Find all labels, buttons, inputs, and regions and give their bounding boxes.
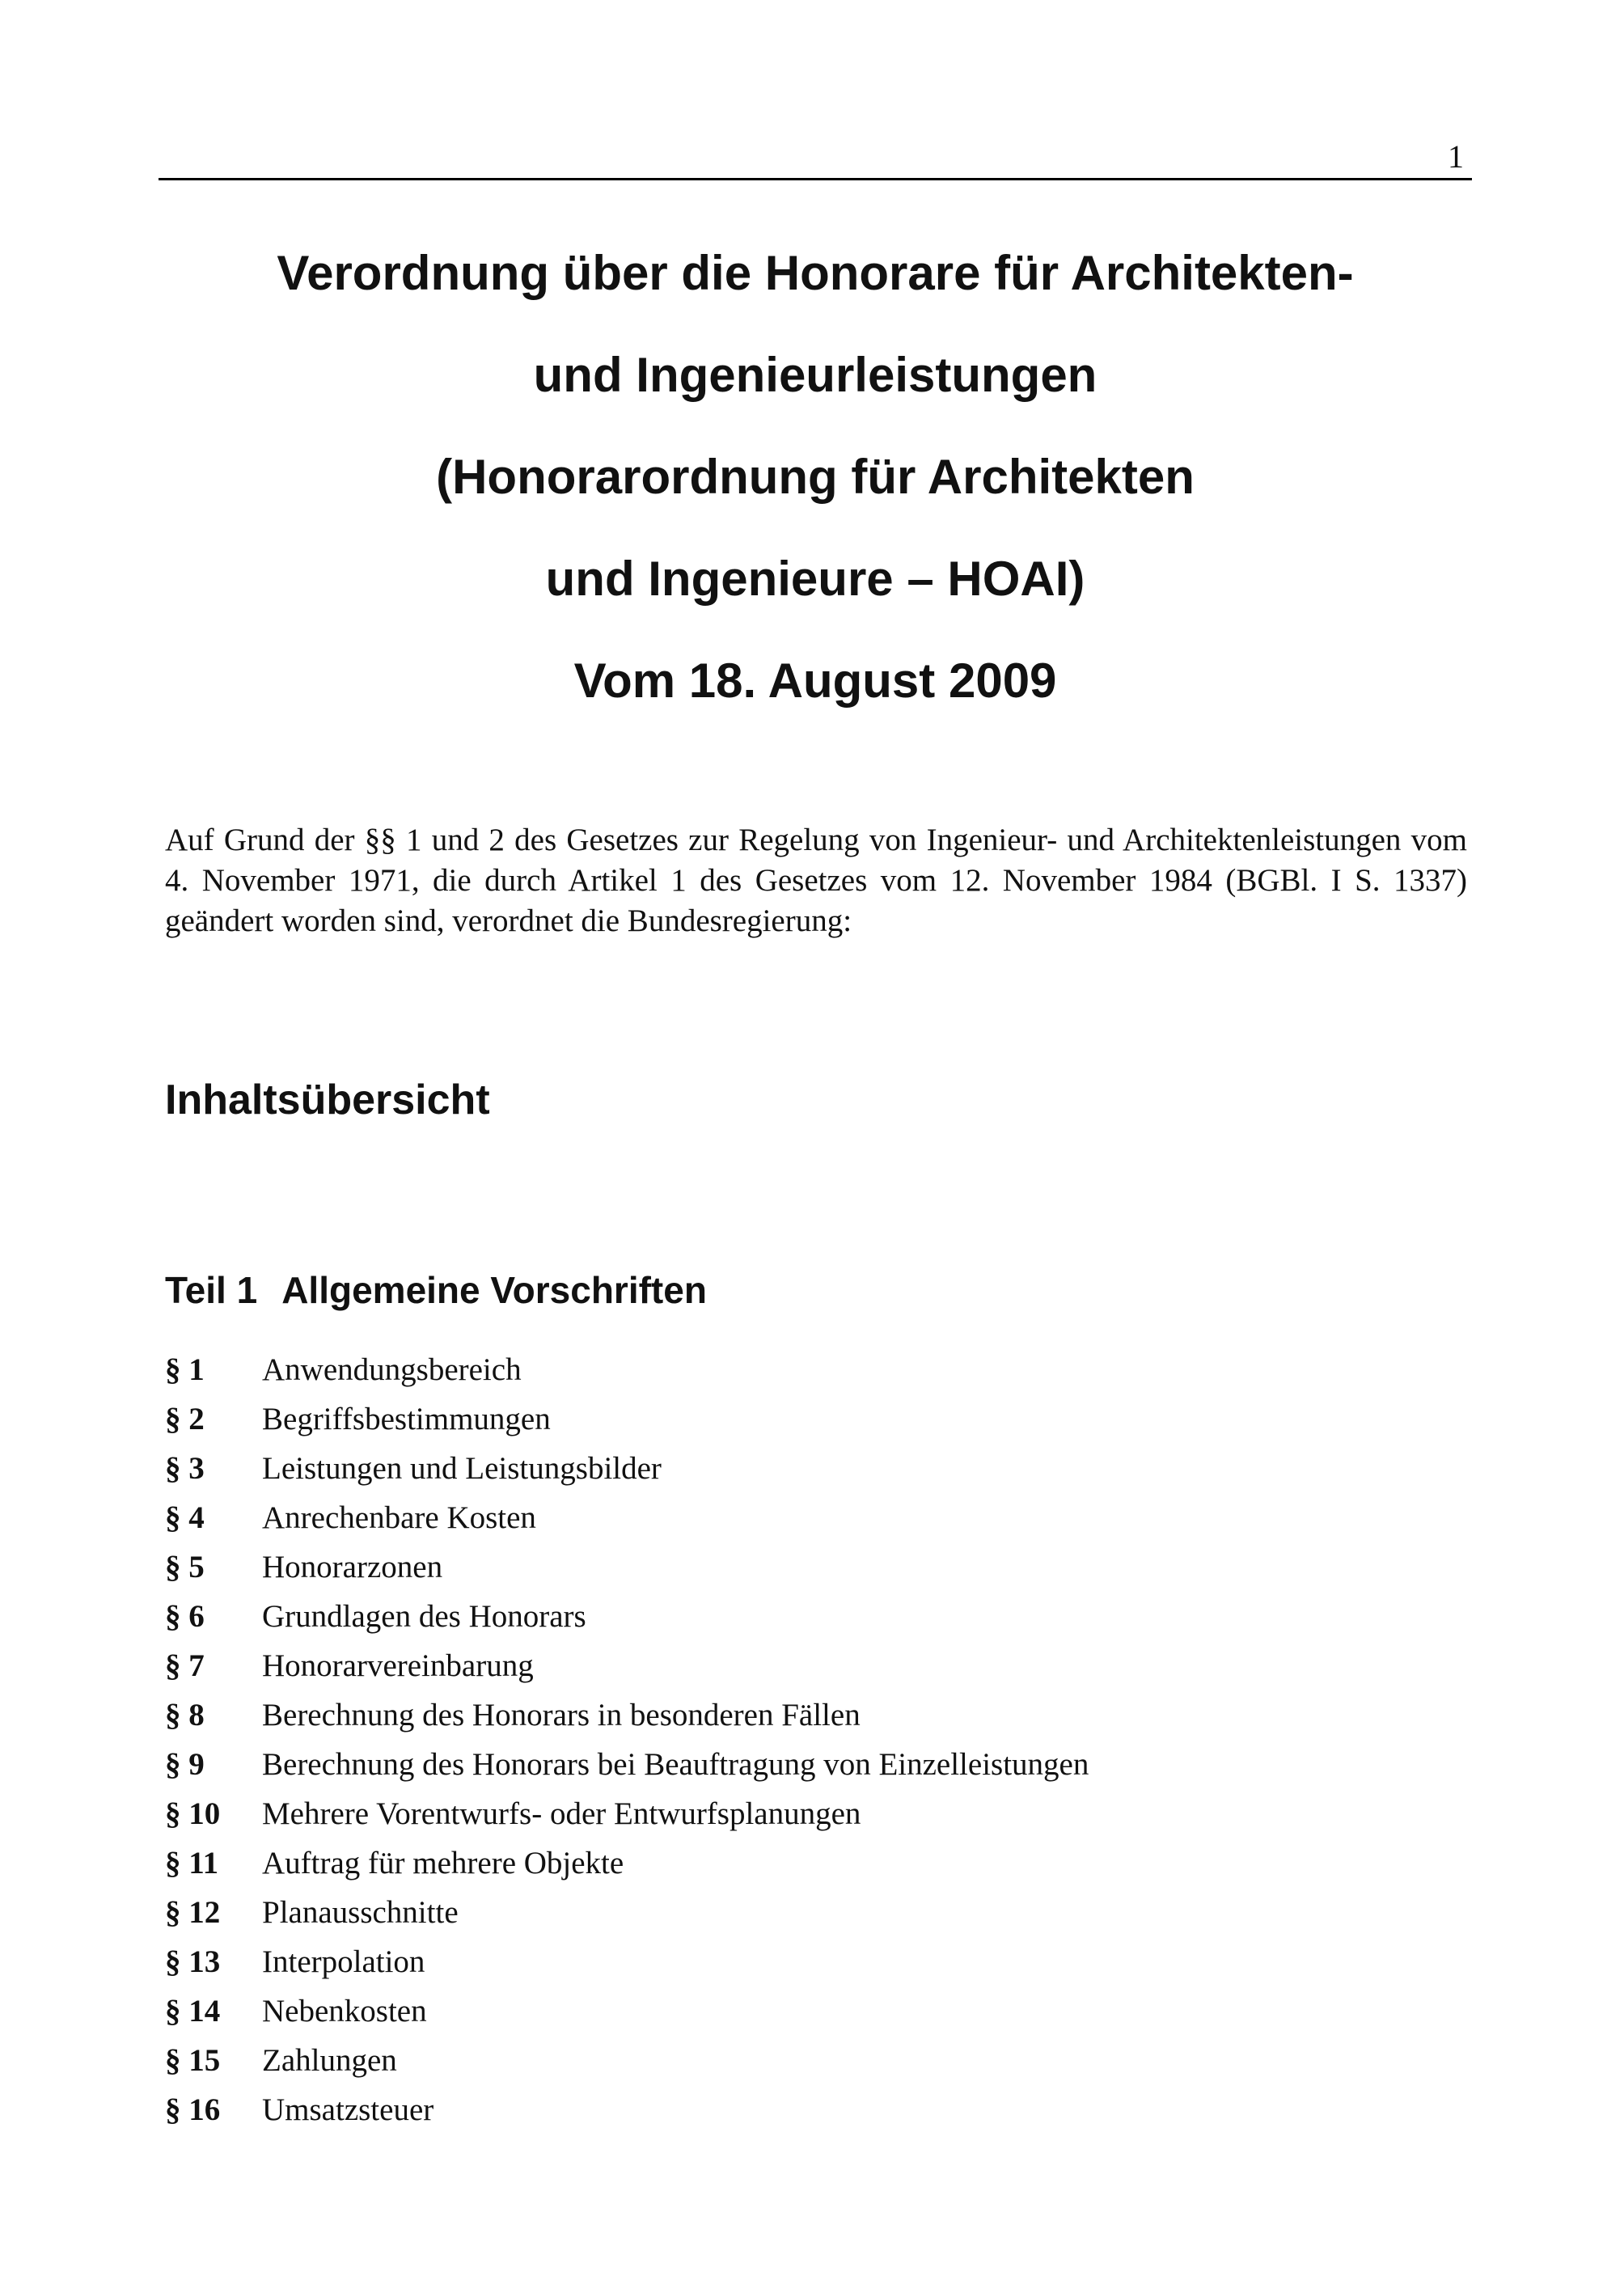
section-title: Mehrere Vorentwurfs- oder Entwurfsplanungen	[262, 1796, 861, 1831]
section-number: § 1	[165, 1352, 205, 1387]
section-number: § 11	[165, 1846, 219, 1881]
part-title: Allgemeine Vorschriften	[281, 1269, 707, 1311]
title-line: und Ingenieure – HOAI)	[545, 552, 1085, 606]
toc-heading: Inhaltsübersicht	[165, 1077, 490, 1123]
part-heading	[165, 1266, 707, 1314]
section-number: § 10	[165, 1796, 221, 1831]
section-number: § 4	[165, 1500, 205, 1535]
section-title: Begriffsbestimmungen	[262, 1402, 551, 1436]
part-number: Teil 1	[165, 1269, 258, 1311]
title-line: Verordnung über die Honorare für Architekten-	[277, 246, 1354, 300]
toc-item	[165, 1838, 1467, 1888]
toc-item	[165, 1394, 1467, 1444]
page-number: 1	[1448, 138, 1464, 175]
document-title	[159, 222, 1472, 732]
section-title: Grundlagen des Honorars	[262, 1599, 586, 1634]
section-title: Honorarvereinbarung	[262, 1648, 534, 1683]
section-title: Anwendungsbereich	[262, 1352, 522, 1387]
section-number: § 15	[165, 2043, 221, 2078]
title-line: und Ingenieurleistungen	[533, 348, 1097, 402]
toc-item	[165, 1641, 1467, 1690]
section-title: Umsatzsteuer	[262, 2092, 434, 2127]
toc-item	[165, 2036, 1467, 2085]
toc-item	[165, 1740, 1467, 1789]
toc-item	[165, 1690, 1467, 1740]
section-number: § 14	[165, 1994, 221, 2029]
preamble-paragraph: Auf Grund der §§ 1 und 2 des Gesetzes zur Regelung von Ingenieur- und Architektenleistungen vom 4. November 1971, die durch Artikel 1 des Gesetzes vom 12. November 1984 (BGBl. I S. 1337) geändert worden sind, verordnet die Bundesregierung:	[165, 823, 1467, 938]
toc-item	[165, 1542, 1467, 1592]
section-title: Berechnung des Honorars in besonderen Fällen	[262, 1698, 861, 1732]
section-title: Honorarzonen	[262, 1550, 443, 1584]
section-number: § 8	[165, 1698, 205, 1732]
title-date: Vom 18. August 2009	[573, 654, 1057, 708]
section-title: Planausschnitte	[262, 1895, 459, 1930]
section-number: § 6	[165, 1599, 205, 1634]
toc-item	[165, 1345, 1467, 1394]
section-title: Leistungen und Leistungsbilder	[262, 1451, 662, 1486]
section-number: § 13	[165, 1944, 221, 1979]
section-title: Interpolation	[262, 1944, 425, 1979]
section-title: Auftrag für mehrere Objekte	[262, 1846, 624, 1881]
toc-item	[165, 1986, 1467, 2036]
section-title: Berechnung des Honorars bei Beauftragung von Einzelleistungen	[262, 1747, 1089, 1782]
toc-item	[165, 1789, 1467, 1838]
toc-item	[165, 1444, 1467, 1493]
section-title: Zahlungen	[262, 2043, 397, 2078]
header-rule	[159, 178, 1472, 180]
toc-item	[165, 1592, 1467, 1641]
section-title: Nebenkosten	[262, 1994, 427, 2029]
toc-item	[165, 1493, 1467, 1542]
title-line: (Honorarordnung für Architekten	[436, 450, 1195, 504]
section-number: § 7	[165, 1648, 205, 1683]
section-number: § 2	[165, 1402, 205, 1436]
toc-item	[165, 1937, 1467, 1986]
section-number: § 3	[165, 1451, 205, 1486]
section-number: § 16	[165, 2092, 221, 2127]
toc-item	[165, 1888, 1467, 1937]
section-title: Anrechenbare Kosten	[262, 1500, 536, 1535]
section-number: § 5	[165, 1550, 205, 1584]
section-number: § 9	[165, 1747, 205, 1782]
toc-item	[165, 2085, 1467, 2134]
toc-list	[165, 1345, 1467, 2134]
section-number: § 12	[165, 1895, 221, 1930]
